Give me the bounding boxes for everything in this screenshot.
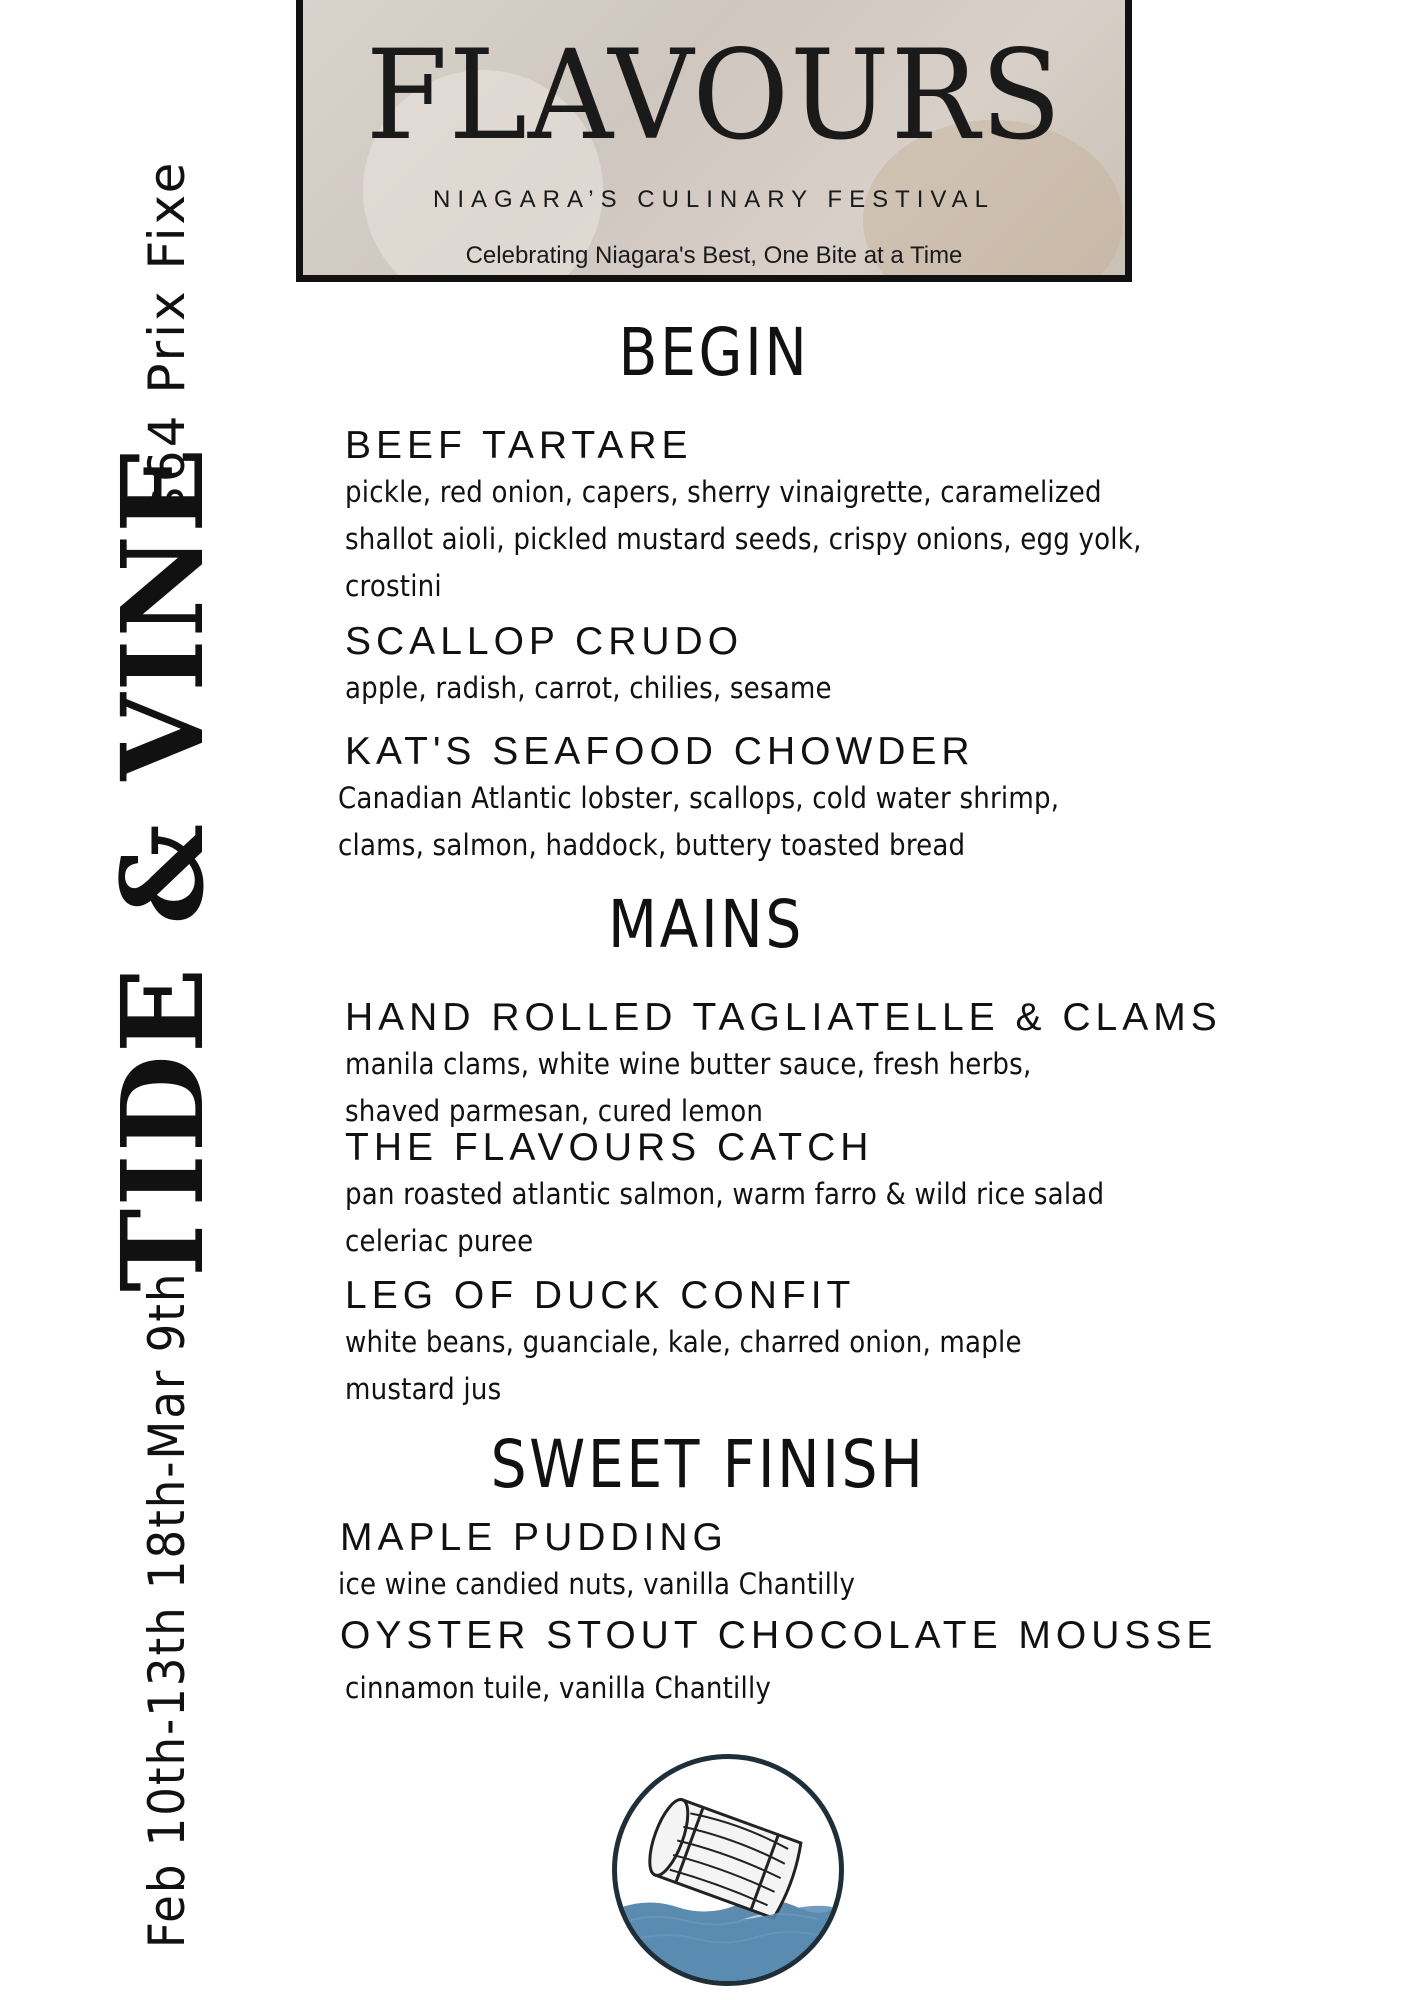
menu-item-name: THE FLAVOURS CATCH [345,1126,874,1169]
menu-item [345,996,1245,1135]
restaurant-name: TIDE & VINE [98,445,229,1292]
menu-item-description: pan roasted atlantic salmon, warm farro & wild rice salad celeriac puree [345,1176,1105,1258]
menu-item-description: ice wine candied nuts, vanilla Chantilly [338,1566,856,1601]
event-dates: Feb 10th-13th 18th-Mar 9th [138,1271,196,1948]
menu-item-name: KAT'S SEAFOOD CHOWDER [345,730,975,773]
festival-subtitle: NIAGARA’S CULINARY FESTIVAL [433,186,995,213]
menu-item-name: BEEF TARTARE [345,424,693,467]
menu-item-description: pickle, red onion, capers, sherry vinaigrette, caramelized shallot aioli, pickled mustard seeds, crispy onions, egg yolk, crostini [345,474,1142,603]
menu-item-description: white beans, guanciale, kale, charred onion, maple mustard jus [345,1324,1022,1406]
menu-item [345,1126,1245,1265]
menu-item [338,730,1238,869]
festival-title: FLAVOURS [365,22,1063,168]
menu-item-description: manila clams, white wine butter sauce, fresh herbs, shaved parmesan, cured lemon [345,1046,1032,1128]
barrel-logo-graphic [617,1759,839,1981]
menu-item-name: MAPLE PUDDING [340,1516,728,1559]
menu-item [338,1516,1238,1608]
menu-item [345,620,1245,712]
menu-item [345,424,1245,610]
menu-item-description: apple, radish, carrot, chilies, sesame [345,670,832,705]
menu-item-description: cinnamon tuile, vanilla Chantilly [345,1670,772,1705]
menu-item-description: Canadian Atlantic lobster, scallops, cold water shrimp, clams, salmon, haddock, buttery toasted bread [338,780,1060,862]
section-title-mains: MAINS [608,886,804,963]
prix-fixe-price: $64 Prix Fixe [138,159,196,517]
menu-item-name: OYSTER STOUT CHOCOLATE MOUSSE [340,1614,1218,1657]
menu-item [338,1614,1238,1712]
menu-item-name: SCALLOP CRUDO [345,620,744,663]
barrel-on-water-icon [612,1754,844,1986]
festival-tagline: Celebrating Niagara's Best, One Bite at a Time [465,242,963,269]
menu-item [345,1274,1245,1413]
festival-banner [296,0,1132,282]
section-title-begin: BEGIN [618,314,810,391]
menu-item-name: HAND ROLLED TAGLIATELLE & CLAMS [345,996,1222,1039]
section-title-sweet-finish: SWEET FINISH [490,1426,926,1503]
side-vertical-text [98,0,234,2000]
menu-item-name: LEG OF DUCK CONFIT [345,1274,856,1317]
